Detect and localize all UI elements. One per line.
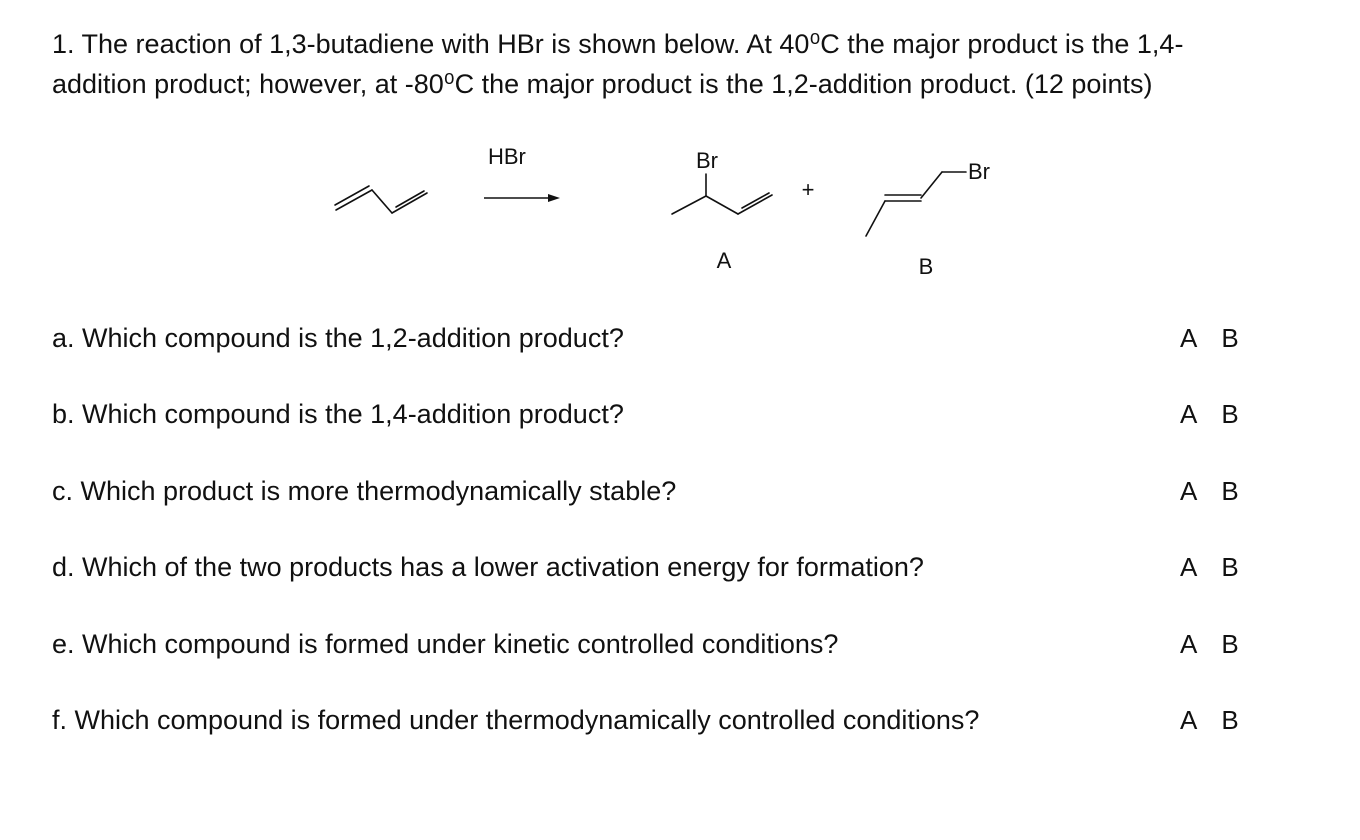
butadiene-double-bond-1-inner	[335, 186, 369, 205]
product-b-methyl-bond	[866, 201, 885, 236]
question-f-choice-a[interactable]: A	[1180, 705, 1198, 735]
question-e: e. Which compound is formed under kinetic controlled conditions?	[52, 629, 839, 659]
question-e-choice-b[interactable]: B	[1221, 629, 1239, 659]
question-c-choice-a[interactable]: A	[1180, 476, 1198, 506]
question-b-choice-a[interactable]: A	[1180, 399, 1198, 429]
butadiene-single-bond	[372, 190, 392, 213]
question-d-choice-a[interactable]: A	[1180, 552, 1198, 582]
problem-statement-line-1: 1. The reaction of 1,3-butadiene with HBr is shown below. At 40⁰C the major product is the 1,4-	[52, 29, 1184, 59]
product-a-double-bond-inner	[742, 193, 769, 208]
butadiene-double-bond-2-inner	[396, 191, 424, 207]
product-a-structure	[672, 174, 772, 214]
butadiene-double-bond-2	[392, 193, 427, 213]
question-b: b. Which compound is the 1,4-addition product?	[52, 399, 624, 429]
question-a-choices	[1180, 321, 1270, 355]
problem-statement-line-2: addition product; however, at -80⁰C the major product is the 1,2-addition product. (12 points)	[52, 69, 1153, 99]
question-f-choice-b[interactable]: B	[1221, 705, 1239, 735]
question-e-choices	[1180, 627, 1270, 661]
question-e-choice-a[interactable]: A	[1180, 629, 1198, 659]
question-f-choices	[1180, 703, 1270, 737]
question-d-choices	[1180, 550, 1270, 584]
question-f: f. Which compound is formed under thermodynamically controlled conditions?	[52, 705, 980, 735]
plus-sign: +	[801, 177, 815, 202]
question-a-choice-b[interactable]: B	[1221, 323, 1239, 353]
butadiene-double-bond-1	[336, 190, 372, 210]
product-b-single-bond	[921, 172, 942, 198]
question-d: d. Which of the two products has a lower activation energy for formation?	[52, 552, 924, 582]
product-a-double-bond	[738, 195, 772, 214]
butadiene-structure	[335, 186, 427, 213]
product-b-structure	[866, 172, 966, 236]
product-a-br-label: Br	[696, 148, 718, 173]
reagent-label: HBr	[488, 144, 526, 169]
product-b-br-label: Br	[968, 159, 990, 184]
question-c-choices	[1180, 474, 1270, 508]
question-a-choice-a[interactable]: A	[1180, 323, 1198, 353]
product-a-methyl-bond	[672, 196, 706, 214]
reaction-scheme	[0, 0, 1360, 300]
reaction-arrow	[484, 194, 560, 202]
product-a-single-bond	[706, 196, 738, 214]
question-d-choice-b[interactable]: B	[1221, 552, 1239, 582]
question-b-choice-b[interactable]: B	[1221, 399, 1239, 429]
product-a-label: A	[716, 248, 732, 273]
product-b-label: B	[918, 254, 934, 279]
question-c-choice-b[interactable]: B	[1221, 476, 1239, 506]
question-a: a. Which compound is the 1,2-addition product?	[52, 323, 624, 353]
question-b-choices	[1180, 397, 1270, 431]
question-c: c. Which product is more thermodynamically stable?	[52, 476, 677, 506]
